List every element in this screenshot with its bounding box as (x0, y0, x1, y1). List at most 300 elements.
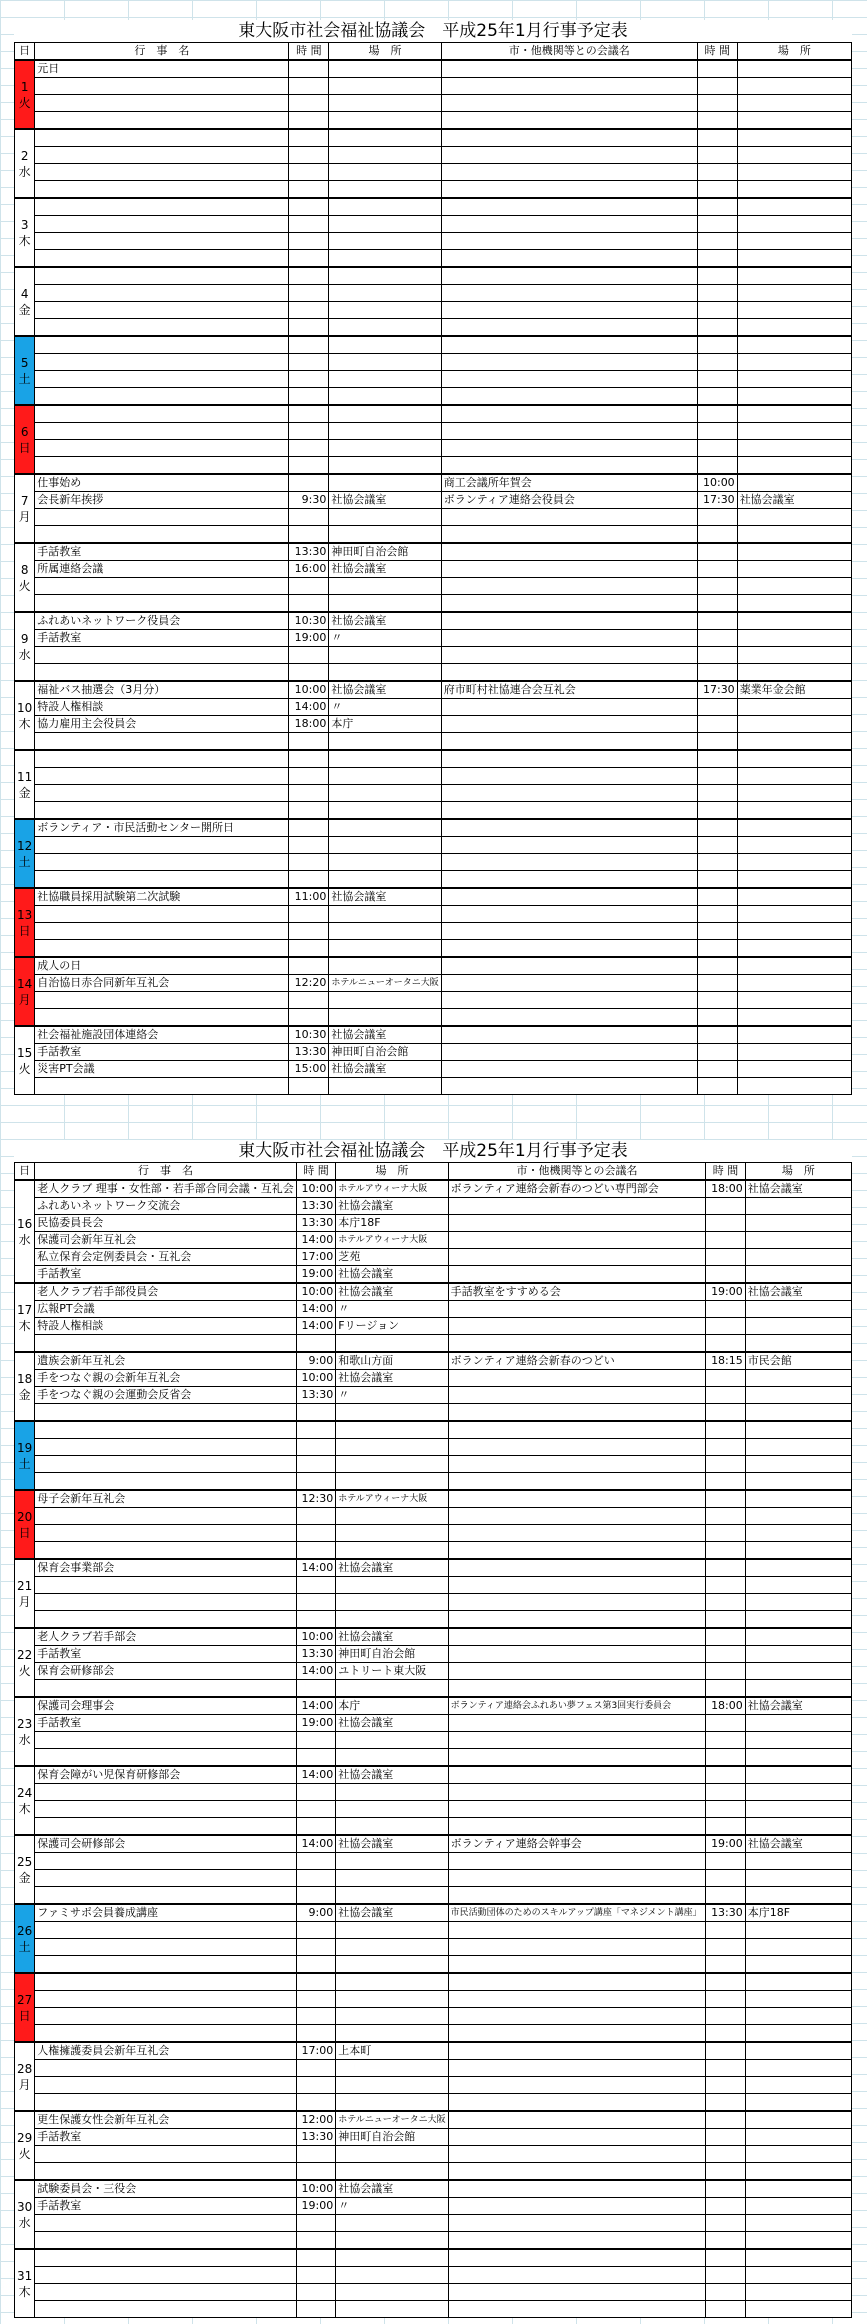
meeting-time-cell[interactable] (697, 457, 737, 475)
event-name-cell[interactable]: ファミサポ会員養成講座 (35, 1904, 297, 1922)
event-time-cell[interactable]: 19:00 (296, 2198, 335, 2215)
meeting-time-cell[interactable] (697, 147, 737, 164)
meeting-name-cell[interactable] (448, 2163, 706, 2181)
meeting-name-cell[interactable] (441, 612, 697, 630)
event-time-cell[interactable] (296, 1439, 335, 1456)
event-time-cell[interactable] (296, 1680, 335, 1698)
event-name-cell[interactable]: 手をつなぐ親の会運動会反省会 (35, 1387, 297, 1404)
event-place-cell[interactable]: 神田町自治会館 (336, 2129, 448, 2146)
event-name-cell[interactable] (35, 768, 289, 785)
event-time-cell[interactable] (289, 388, 329, 406)
event-place-cell[interactable]: 社協会議室 (329, 561, 441, 578)
day-cell[interactable] (15, 336, 35, 405)
event-place-cell[interactable] (329, 302, 441, 319)
event-name-cell[interactable] (35, 1818, 297, 1836)
meeting-place-cell[interactable] (737, 802, 851, 820)
event-place-cell[interactable] (336, 1577, 448, 1594)
event-name-cell[interactable] (35, 1009, 289, 1027)
meeting-time-cell[interactable] (697, 906, 737, 923)
meeting-place-cell[interactable] (745, 1198, 851, 1215)
event-name-cell[interactable] (35, 1508, 297, 1525)
meeting-name-cell[interactable] (441, 78, 697, 95)
meeting-place-cell[interactable] (737, 578, 851, 595)
event-place-cell[interactable] (329, 164, 441, 181)
meeting-place-cell[interactable] (737, 785, 851, 802)
meeting-name-cell[interactable] (448, 1508, 706, 1525)
event-name-cell[interactable] (35, 1680, 297, 1698)
meeting-place-cell[interactable] (737, 267, 851, 285)
meeting-name-cell[interactable] (441, 750, 697, 768)
event-place-cell[interactable] (329, 854, 441, 871)
event-place-cell[interactable]: 本庁 (336, 1697, 448, 1715)
meeting-time-cell[interactable] (706, 1318, 745, 1335)
event-place-cell[interactable]: 社協会議室 (336, 2180, 448, 2198)
meeting-name-cell[interactable] (448, 1439, 706, 1456)
event-name-cell[interactable] (35, 250, 289, 268)
meeting-time-cell[interactable] (706, 1387, 745, 1404)
event-place-cell[interactable] (336, 1801, 448, 1818)
meeting-place-cell[interactable] (737, 112, 851, 130)
day-cell[interactable] (15, 2249, 35, 2318)
meeting-name-cell[interactable]: ボランティア連絡会ふれあい夢フェス第3回実行委員会 (448, 1697, 706, 1715)
event-time-cell[interactable] (296, 1732, 335, 1749)
meeting-place-cell[interactable] (745, 1404, 851, 1422)
event-time-cell[interactable]: 10:00 (296, 1628, 335, 1646)
event-name-cell[interactable] (35, 1749, 297, 1767)
meeting-place-cell[interactable]: 社協会議室 (745, 1835, 851, 1853)
event-name-cell[interactable]: 手話教室 (35, 1044, 289, 1061)
event-time-cell[interactable] (296, 1404, 335, 1422)
meeting-time-cell[interactable] (697, 319, 737, 337)
event-time-cell[interactable] (296, 1335, 335, 1353)
event-place-cell[interactable] (329, 354, 441, 371)
meeting-place-cell[interactable] (737, 733, 851, 751)
event-name-cell[interactable] (35, 1525, 297, 1542)
event-time-cell[interactable]: 14:00 (296, 1835, 335, 1853)
event-time-cell[interactable]: 13:30 (296, 1646, 335, 1663)
event-name-cell[interactable] (35, 1456, 297, 1473)
event-time-cell[interactable] (296, 2284, 335, 2301)
event-place-cell[interactable]: 和歌山方面 (336, 1352, 448, 1370)
event-place-cell[interactable] (336, 2077, 448, 2094)
meeting-place-cell[interactable] (745, 1922, 851, 1939)
event-name-cell[interactable]: 保護司会新年互礼会 (35, 1232, 297, 1249)
event-time-cell[interactable] (289, 940, 329, 958)
meeting-time-cell[interactable] (706, 1266, 745, 1284)
event-place-cell[interactable] (329, 112, 441, 130)
meeting-place-cell[interactable] (745, 1887, 851, 1905)
meeting-time-cell[interactable] (706, 1525, 745, 1542)
event-time-cell[interactable]: 15:00 (289, 1061, 329, 1078)
event-time-cell[interactable]: 14:00 (296, 1663, 335, 1680)
event-place-cell[interactable] (329, 750, 441, 768)
event-time-cell[interactable]: 14:00 (296, 1232, 335, 1249)
meeting-time-cell[interactable] (706, 1198, 745, 1215)
meeting-name-cell[interactable] (441, 802, 697, 820)
event-place-cell[interactable] (336, 1956, 448, 1974)
meeting-time-cell[interactable] (706, 1956, 745, 1974)
event-place-cell[interactable] (336, 1853, 448, 1870)
event-name-cell[interactable] (35, 1594, 297, 1611)
meeting-time-cell[interactable] (697, 302, 737, 319)
event-place-cell[interactable] (329, 371, 441, 388)
event-name-cell[interactable]: 更生保護女性会新年互礼会 (35, 2111, 297, 2129)
event-name-cell[interactable] (35, 2146, 297, 2163)
event-name-cell[interactable] (35, 854, 289, 871)
meeting-time-cell[interactable] (706, 2094, 745, 2112)
event-name-cell[interactable] (35, 2215, 297, 2232)
meeting-name-cell[interactable] (441, 147, 697, 164)
event-place-cell[interactable]: 社協会議室 (336, 1628, 448, 1646)
meeting-time-cell[interactable] (697, 888, 737, 906)
meeting-time-cell[interactable] (697, 975, 737, 992)
meeting-time-cell[interactable] (697, 923, 737, 940)
meeting-name-cell[interactable] (441, 95, 697, 112)
event-time-cell[interactable] (296, 2060, 335, 2077)
meeting-time-cell[interactable] (697, 423, 737, 440)
event-name-cell[interactable]: 手話教室 (35, 630, 289, 647)
meeting-time-cell[interactable] (697, 543, 737, 561)
event-place-cell[interactable]: 本庁18F (336, 1215, 448, 1232)
event-name-cell[interactable] (35, 371, 289, 388)
event-name-cell[interactable]: 協力雇用主会役員会 (35, 716, 289, 733)
meeting-place-cell[interactable] (745, 1991, 851, 2008)
meeting-name-cell[interactable] (441, 1009, 697, 1027)
meeting-place-cell[interactable] (745, 1956, 851, 1974)
meeting-time-cell[interactable] (697, 405, 737, 423)
event-name-cell[interactable] (35, 2008, 297, 2025)
meeting-name-cell[interactable] (448, 1266, 706, 1284)
meeting-time-cell[interactable] (697, 285, 737, 302)
meeting-place-cell[interactable]: 薬業年金会館 (737, 681, 851, 699)
event-time-cell[interactable] (296, 2163, 335, 2181)
event-time-cell[interactable]: 13:30 (289, 543, 329, 561)
event-place-cell[interactable] (329, 440, 441, 457)
event-place-cell[interactable]: 芝苑 (336, 1249, 448, 1266)
event-time-cell[interactable] (289, 819, 329, 837)
meeting-place-cell[interactable] (737, 285, 851, 302)
event-place-cell[interactable] (329, 768, 441, 785)
event-place-cell[interactable] (329, 1078, 441, 1095)
meeting-name-cell[interactable] (441, 906, 697, 923)
event-name-cell[interactable] (35, 940, 289, 958)
event-time-cell[interactable] (289, 440, 329, 457)
meeting-time-cell[interactable] (697, 371, 737, 388)
meeting-time-cell[interactable] (706, 1611, 745, 1629)
meeting-place-cell[interactable] (745, 1801, 851, 1818)
meeting-name-cell[interactable] (441, 664, 697, 682)
meeting-name-cell[interactable] (448, 1715, 706, 1732)
day-cell[interactable] (15, 612, 35, 681)
event-name-cell[interactable] (35, 2267, 297, 2284)
event-name-cell[interactable]: 老人クラブ 理事・女性部・若手部合同会議・互礼会 (35, 1180, 297, 1198)
meeting-time-cell[interactable] (697, 233, 737, 250)
event-place-cell[interactable] (336, 1749, 448, 1767)
meeting-time-cell[interactable] (697, 716, 737, 733)
meeting-place-cell[interactable] (745, 1870, 851, 1887)
event-place-cell[interactable] (329, 837, 441, 854)
meeting-place-cell[interactable] (745, 2163, 851, 2181)
event-name-cell[interactable] (35, 457, 289, 475)
event-place-cell[interactable] (336, 2232, 448, 2250)
meeting-place-cell[interactable] (737, 871, 851, 889)
meeting-place-cell[interactable] (745, 2301, 851, 2318)
event-time-cell[interactable]: 9:00 (296, 1352, 335, 1370)
meeting-time-cell[interactable]: 18:00 (706, 1180, 745, 1198)
meeting-name-cell[interactable] (448, 1232, 706, 1249)
event-name-cell[interactable]: 老人クラブ若手部役員会 (35, 1283, 297, 1301)
meeting-time-cell[interactable] (697, 647, 737, 664)
event-place-cell[interactable] (329, 129, 441, 147)
event-place-cell[interactable]: 〃 (329, 699, 441, 716)
meeting-name-cell[interactable] (448, 1577, 706, 1594)
meeting-name-cell[interactable] (441, 302, 697, 319)
meeting-place-cell[interactable] (745, 1525, 851, 1542)
meeting-place-cell[interactable]: 市民会館 (745, 1352, 851, 1370)
meeting-place-cell[interactable] (737, 699, 851, 716)
meeting-name-cell[interactable] (441, 716, 697, 733)
meeting-place-cell[interactable] (745, 1818, 851, 1836)
meeting-time-cell[interactable] (706, 2025, 745, 2043)
meeting-name-cell[interactable] (448, 1421, 706, 1439)
event-place-cell[interactable]: 社協会議室 (329, 1061, 441, 1078)
meeting-name-cell[interactable] (448, 2146, 706, 2163)
event-time-cell[interactable] (289, 405, 329, 423)
event-time-cell[interactable] (289, 112, 329, 130)
event-name-cell[interactable]: ボランティア・市民活動センター開所日 (35, 819, 289, 837)
event-time-cell[interactable]: 10:00 (289, 681, 329, 699)
event-place-cell[interactable]: 〃 (336, 1301, 448, 1318)
event-time-cell[interactable] (289, 647, 329, 664)
event-place-cell[interactable] (336, 1456, 448, 1473)
event-place-cell[interactable]: 社協会議室 (336, 1715, 448, 1732)
event-time-cell[interactable] (296, 2094, 335, 2112)
meeting-place-cell[interactable] (737, 423, 851, 440)
day-cell[interactable] (15, 198, 35, 267)
event-name-cell[interactable]: 保育会事業部会 (35, 1559, 297, 1577)
meeting-time-cell[interactable] (697, 871, 737, 889)
meeting-name-cell[interactable] (441, 250, 697, 268)
event-place-cell[interactable] (336, 1732, 448, 1749)
event-time-cell[interactable]: 14:00 (296, 1318, 335, 1335)
meeting-time-cell[interactable] (706, 1421, 745, 1439)
meeting-place-cell[interactable] (737, 164, 851, 181)
meeting-time-cell[interactable] (706, 1922, 745, 1939)
meeting-name-cell[interactable] (448, 1956, 706, 1974)
meeting-time-cell[interactable] (697, 216, 737, 233)
meeting-time-cell[interactable] (697, 750, 737, 768)
meeting-time-cell[interactable]: 13:30 (706, 1904, 745, 1922)
meeting-name-cell[interactable] (441, 181, 697, 199)
meeting-name-cell[interactable] (441, 112, 697, 130)
meeting-time-cell[interactable] (706, 2180, 745, 2198)
event-place-cell[interactable] (336, 2094, 448, 2112)
meeting-time-cell[interactable] (697, 802, 737, 820)
event-time-cell[interactable] (289, 354, 329, 371)
meeting-time-cell[interactable] (706, 2129, 745, 2146)
meeting-name-cell[interactable] (441, 819, 697, 837)
event-name-cell[interactable] (35, 906, 289, 923)
event-place-cell[interactable] (336, 1594, 448, 1611)
meeting-place-cell[interactable] (745, 1215, 851, 1232)
event-name-cell[interactable]: 広報PT会議 (35, 1301, 297, 1318)
event-place-cell[interactable]: ホテルアウィーナ大阪 (336, 1232, 448, 1249)
meeting-time-cell[interactable] (706, 2111, 745, 2129)
meeting-place-cell[interactable] (737, 854, 851, 871)
meeting-time-cell[interactable] (706, 1715, 745, 1732)
day-cell[interactable] (15, 957, 35, 1026)
event-place-cell[interactable]: 社協会議室 (329, 1026, 441, 1044)
event-name-cell[interactable] (35, 2284, 297, 2301)
meeting-time-cell[interactable] (706, 2301, 745, 2318)
event-name-cell[interactable] (35, 1870, 297, 1887)
event-name-cell[interactable] (35, 164, 289, 181)
meeting-name-cell[interactable] (448, 1473, 706, 1491)
event-name-cell[interactable] (35, 1439, 297, 1456)
meeting-time-cell[interactable] (697, 250, 737, 268)
meeting-time-cell[interactable] (706, 2077, 745, 2094)
event-time-cell[interactable] (289, 78, 329, 95)
event-place-cell[interactable]: 社協会議室 (329, 492, 441, 509)
meeting-time-cell[interactable] (697, 1078, 737, 1095)
meeting-place-cell[interactable] (745, 1370, 851, 1387)
event-place-cell[interactable]: Fリージョン (336, 1318, 448, 1335)
event-place-cell[interactable] (336, 1508, 448, 1525)
meeting-place-cell[interactable] (737, 1026, 851, 1044)
meeting-place-cell[interactable] (745, 2025, 851, 2043)
meeting-time-cell[interactable] (706, 2008, 745, 2025)
day-cell[interactable] (15, 1352, 35, 1421)
event-time-cell[interactable]: 9:30 (289, 492, 329, 509)
event-time-cell[interactable]: 19:00 (296, 1266, 335, 1284)
day-cell[interactable] (15, 888, 35, 957)
meeting-place-cell[interactable] (745, 1628, 851, 1646)
meeting-name-cell[interactable] (448, 1939, 706, 1956)
event-place-cell[interactable] (329, 78, 441, 95)
meeting-time-cell[interactable] (697, 612, 737, 630)
event-place-cell[interactable] (329, 405, 441, 423)
meeting-time-cell[interactable]: 17:30 (697, 492, 737, 509)
meeting-time-cell[interactable] (697, 630, 737, 647)
meeting-name-cell[interactable] (441, 854, 697, 871)
event-place-cell[interactable]: 社協会議室 (336, 1835, 448, 1853)
event-place-cell[interactable] (336, 2301, 448, 2318)
meeting-name-cell[interactable] (441, 1078, 697, 1095)
day-cell[interactable] (15, 543, 35, 612)
event-name-cell[interactable] (35, 733, 289, 751)
event-name-cell[interactable] (35, 233, 289, 250)
event-time-cell[interactable] (296, 1611, 335, 1629)
event-place-cell[interactable]: 〃 (329, 630, 441, 647)
event-name-cell[interactable] (35, 664, 289, 682)
meeting-place-cell[interactable] (745, 1749, 851, 1767)
event-name-cell[interactable] (35, 285, 289, 302)
event-place-cell[interactable] (329, 802, 441, 820)
day-cell[interactable] (15, 681, 35, 750)
event-name-cell[interactable]: 手話教室 (35, 543, 289, 561)
meeting-time-cell[interactable] (706, 2215, 745, 2232)
event-name-cell[interactable] (35, 1732, 297, 1749)
day-cell[interactable] (15, 474, 35, 543)
meeting-name-cell[interactable] (448, 1870, 706, 1887)
event-place-cell[interactable] (329, 1009, 441, 1027)
meeting-time-cell[interactable] (697, 78, 737, 95)
event-time-cell[interactable]: 12:20 (289, 975, 329, 992)
event-name-cell[interactable]: ふれあいネットワーク役員会 (35, 612, 289, 630)
event-time-cell[interactable] (289, 60, 329, 78)
meeting-name-cell[interactable] (448, 2060, 706, 2077)
event-place-cell[interactable] (336, 2163, 448, 2181)
meeting-place-cell[interactable] (745, 2215, 851, 2232)
event-time-cell[interactable] (289, 992, 329, 1009)
meeting-time-cell[interactable] (697, 819, 737, 837)
event-time-cell[interactable]: 9:00 (296, 1904, 335, 1922)
meeting-place-cell[interactable] (737, 388, 851, 406)
event-place-cell[interactable] (329, 233, 441, 250)
meeting-name-cell[interactable]: 商工会議所年賀会 (441, 474, 697, 492)
meeting-place-cell[interactable] (737, 819, 851, 837)
meeting-time-cell[interactable] (706, 1335, 745, 1353)
event-place-cell[interactable]: 社協会議室 (329, 681, 441, 699)
event-time-cell[interactable] (289, 198, 329, 216)
event-time-cell[interactable] (296, 2267, 335, 2284)
meeting-time-cell[interactable] (706, 1473, 745, 1491)
event-place-cell[interactable] (336, 2025, 448, 2043)
event-time-cell[interactable] (296, 1525, 335, 1542)
event-time-cell[interactable] (289, 664, 329, 682)
meeting-name-cell[interactable] (448, 2267, 706, 2284)
meeting-place-cell[interactable] (737, 474, 851, 492)
meeting-time-cell[interactable] (697, 957, 737, 975)
meeting-place-cell[interactable] (745, 1611, 851, 1629)
event-name-cell[interactable] (35, 2301, 297, 2318)
event-place-cell[interactable]: 社協会議室 (336, 1370, 448, 1387)
event-place-cell[interactable]: 社協会議室 (329, 888, 441, 906)
meeting-time-cell[interactable] (706, 1490, 745, 1508)
event-place-cell[interactable]: 〃 (336, 1387, 448, 1404)
event-place-cell[interactable] (329, 336, 441, 354)
meeting-name-cell[interactable] (441, 871, 697, 889)
day-cell[interactable] (15, 267, 35, 336)
meeting-place-cell[interactable] (745, 1594, 851, 1611)
event-time-cell[interactable]: 13:30 (296, 2129, 335, 2146)
meeting-place-cell[interactable] (745, 1559, 851, 1577)
meeting-place-cell[interactable] (737, 440, 851, 457)
meeting-time-cell[interactable]: 10:00 (697, 474, 737, 492)
day-cell[interactable] (15, 1490, 35, 1559)
event-time-cell[interactable]: 14:00 (296, 1697, 335, 1715)
meeting-time-cell[interactable]: 19:00 (706, 1835, 745, 1853)
event-name-cell[interactable] (35, 388, 289, 406)
meeting-place-cell[interactable] (745, 2094, 851, 2112)
event-name-cell[interactable] (35, 2232, 297, 2250)
meeting-name-cell[interactable] (441, 975, 697, 992)
event-place-cell[interactable]: 社協会議室 (336, 1904, 448, 1922)
meeting-name-cell[interactable] (441, 940, 697, 958)
event-place-cell[interactable] (329, 474, 441, 492)
meeting-name-cell[interactable] (448, 1732, 706, 1749)
meeting-place-cell[interactable] (745, 1301, 851, 1318)
day-cell[interactable] (15, 1421, 35, 1490)
meeting-time-cell[interactable] (697, 267, 737, 285)
event-place-cell[interactable] (329, 526, 441, 544)
event-name-cell[interactable]: 試験委員会・三役会 (35, 2180, 297, 2198)
meeting-place-cell[interactable] (737, 750, 851, 768)
meeting-name-cell[interactable] (441, 509, 697, 526)
meeting-name-cell[interactable] (441, 957, 697, 975)
meeting-name-cell[interactable] (441, 837, 697, 854)
meeting-name-cell[interactable] (448, 1387, 706, 1404)
